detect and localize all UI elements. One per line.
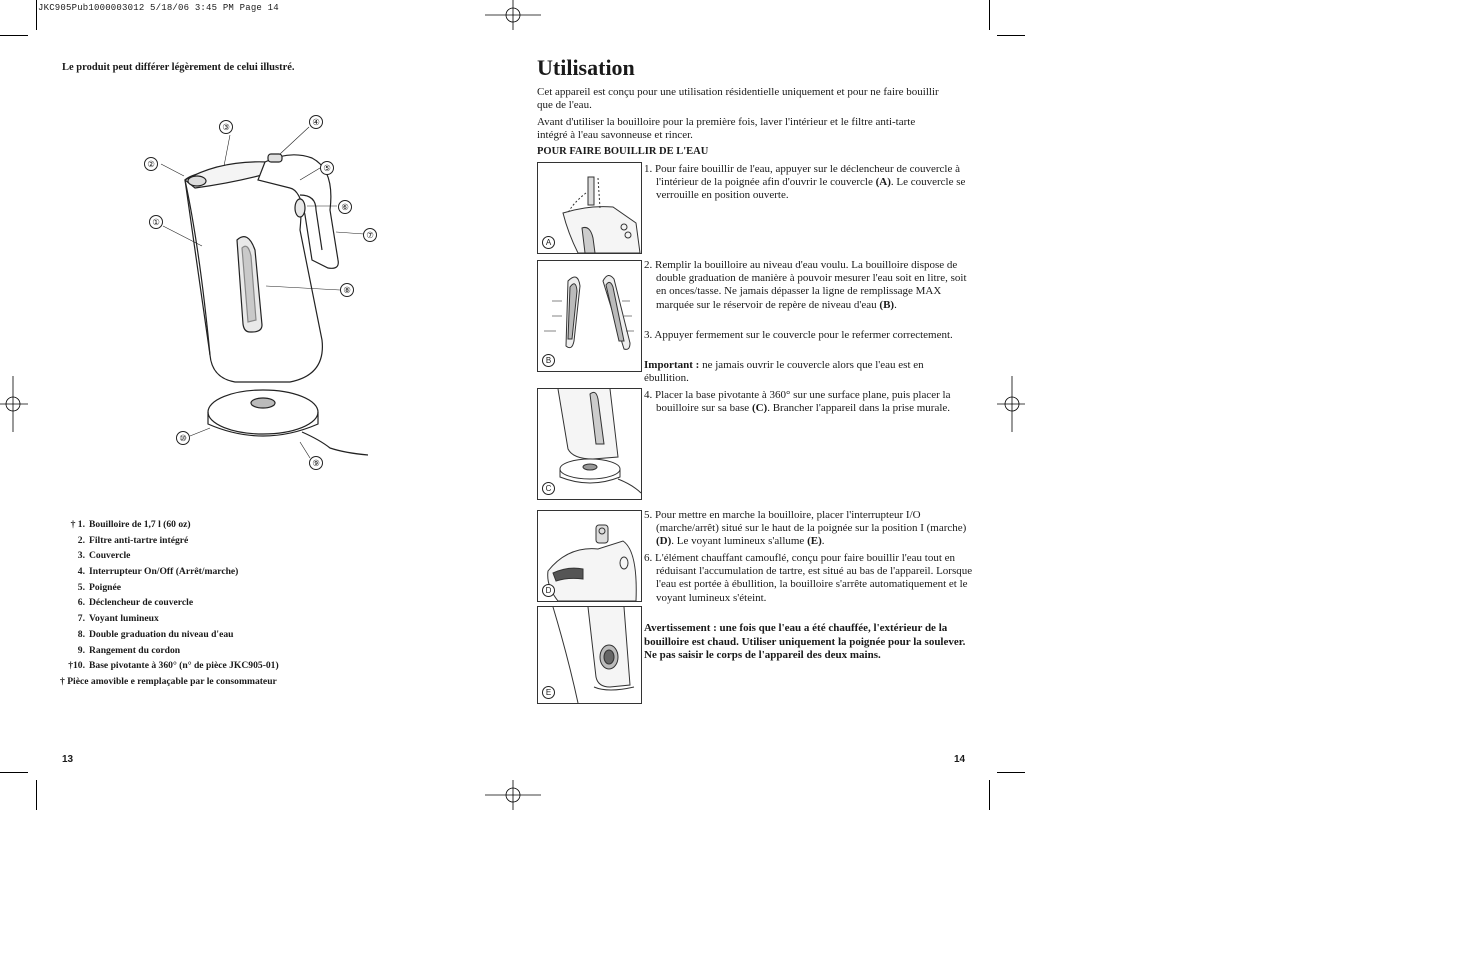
list-item: 4. Interrupteur On/Off (Arrêt/marche) <box>77 566 239 578</box>
list-item: 5. Poignée <box>77 581 121 593</box>
callout-7: ⑦ <box>363 228 377 242</box>
callout-1: ① <box>149 215 163 229</box>
figure-label-e: E <box>542 686 555 699</box>
parts-footnote: † Pièce amovible e remplaçable par le consommateur <box>60 675 277 687</box>
page-number-right: 14 <box>954 754 966 765</box>
figure-label-b: B <box>542 354 555 367</box>
step-6: 6. L'élément chauffant camouflé, conçu pour faire bouillir l'eau tout en réduisant l'accumulation de tartre, est situé au bas de l'appareil. Lorsque l'eau est portée à ébullition, la bouilloire s'arrête automatiquement et le voyant lumineux s'éteint. <box>644 552 973 604</box>
step-3: 3. Appuyer fermement sur le couvercle pour le refermer correctement. <box>644 329 953 341</box>
figure-d <box>537 510 642 602</box>
important-note: Important : ne jamais ouvrir le couvercle alors que l'eau est en ébullition. <box>644 359 924 385</box>
step-5: 5. Pour mettre en marche la bouilloire, placer l'interrupteur I/O (marche/arrêt) situé sur le haut de la poignée sur la position I (marche) (D). Le voyant lumineux s'allume (E). <box>644 509 967 548</box>
callout-5: ⑤ <box>320 161 334 175</box>
intro-paragraph-1: Cet appareil est conçu pour une utilisation résidentielle uniquement et pour ne faire bouillir que de l'eau. <box>537 86 939 111</box>
water-level-gauge-illustration <box>538 261 641 371</box>
list-item: †10. Base pivotante à 360° (n° de pièce JKC905-01) <box>68 660 279 672</box>
list-item: 7. Voyant lumineux <box>77 613 159 625</box>
intro-paragraph-2: Avant d'utiliser la bouilloire pour la première fois, laver l'intérieur et le filtre anti-tarte intégré à l'eau savonneuse et rincer. <box>537 116 916 141</box>
list-item: 9. Rangement du cordon <box>77 644 181 656</box>
list-item: † 1. Bouilloire de 1,7 l (60 oz) <box>70 519 191 530</box>
step-2: 2. Remplir la bouilloire au niveau d'eau voulu. La bouilloire dispose de double graduation de manière à pouvoir mesurer l'eau soit en litre, soit en onces/tasse. Ne jamais dépasser la ligne de remplissage MAX marquée sur le réservoir de repère de niveau d'eau (B). <box>644 259 967 311</box>
figure-a <box>537 162 642 254</box>
callout-8: ⑧ <box>340 283 354 297</box>
figure-label-d: D <box>542 584 555 597</box>
figure-b <box>537 260 642 372</box>
callout-2: ② <box>144 157 158 171</box>
section-heading: POUR FAIRE BOUILLIR DE L'EAU <box>537 146 709 157</box>
list-item: 2. Filtre anti-tartre intégré <box>77 534 189 546</box>
callout-4: ④ <box>309 115 323 129</box>
callout-6: ⑥ <box>338 200 352 214</box>
page-title: Utilisation <box>537 55 635 80</box>
callout-10: ⑩ <box>176 431 190 445</box>
page-number-left: 13 <box>62 754 74 765</box>
callout-9: ⑨ <box>309 456 323 470</box>
list-item: 8. Double graduation du niveau d'eau <box>77 628 234 640</box>
warning-note: Avertissement : une fois que l'eau a été chauffée, l'extérieur de la bouilloire est chaud. Utiliser uniquement la poignée pour la soulever. Ne pas saisir le corps de l'appareil des deux mains. <box>644 622 966 661</box>
parts-list <box>58 517 279 690</box>
kettle-on-base-illustration <box>538 389 641 499</box>
callout-3: ③ <box>219 120 233 134</box>
figure-label-c: C <box>542 482 555 495</box>
print-slug: JKC905Pub1000003012 5/18/06 3:45 PM Page 14 <box>38 3 279 13</box>
step-1: 1. Pour faire bouillir de l'eau, appuyer sur le déclencheur de couvercle à l'intérieur de la poignée afin d'ouvrir le couvercle (A). Le couvercle se verrouille en position ouverte. <box>644 163 966 202</box>
list-item: 6. Déclencheur de couvercle <box>77 597 194 609</box>
figure-label-a: A <box>542 236 555 249</box>
list-item: 3. Couvercle <box>77 550 131 562</box>
figure-e <box>537 606 642 704</box>
illustration-caption: Le produit peut différer légèrement de celui illustré. <box>62 62 295 73</box>
step-4: 4. Placer la base pivotante à 360° sur une surface plane, puis placer la bouilloire sur sa base (C). Brancher l'appareil dans la prise murale. <box>644 389 951 415</box>
figure-c <box>537 388 642 500</box>
